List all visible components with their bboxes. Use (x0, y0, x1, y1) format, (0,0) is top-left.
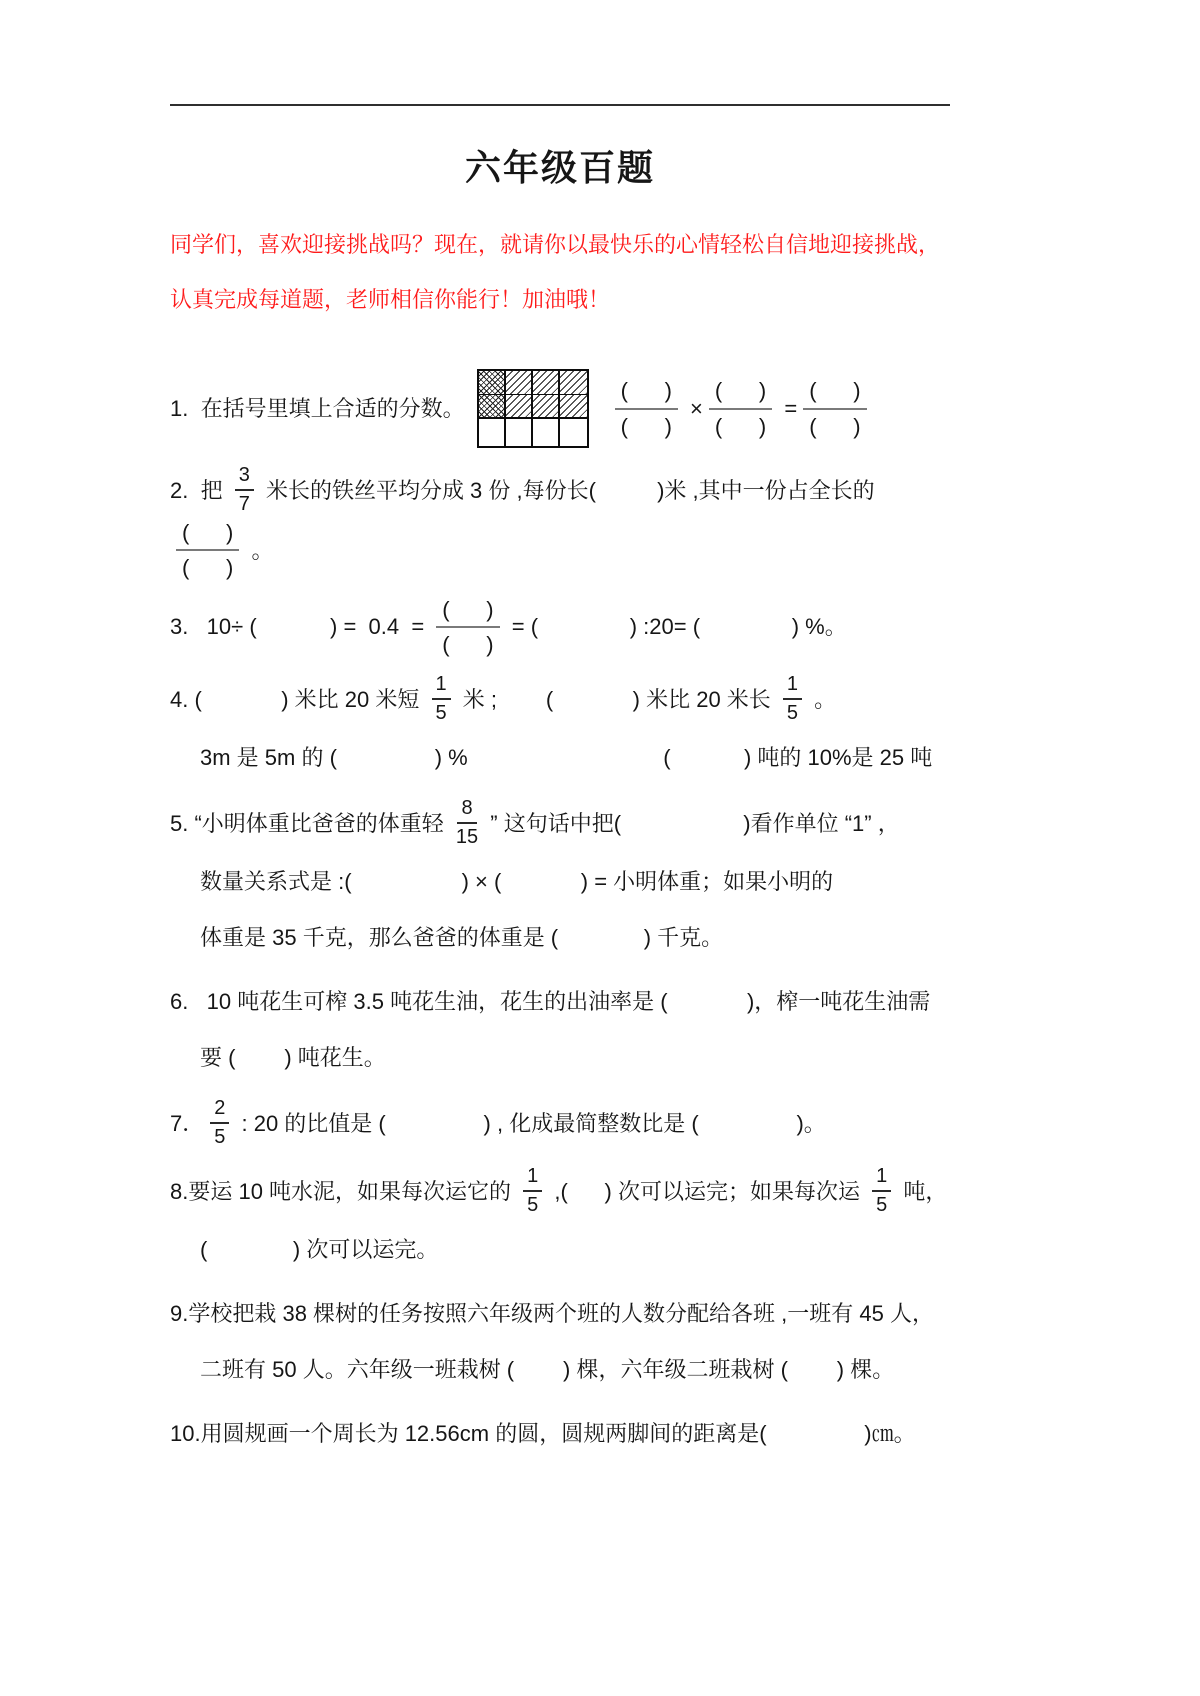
header-rule (170, 104, 950, 106)
fraction (872, 1165, 891, 1217)
question-text: 7． (170, 1110, 205, 1136)
question-line (170, 1407, 950, 1459)
fraction-numerator: 1 (872, 1165, 891, 1192)
question-line (170, 911, 950, 963)
question-text: 数量关系式是 :( ) × ( ) = 小明体重；如果小明的 (200, 868, 834, 894)
question-8 (170, 1163, 950, 1275)
fraction-blank (176, 520, 239, 581)
grid-cell-diag (560, 395, 587, 419)
question-line (170, 1031, 950, 1083)
fraction-denominator: ( ) (620, 413, 672, 439)
question-6 (170, 975, 950, 1083)
grid-cell-plain (506, 419, 533, 446)
question-text: 10.用圆规画一个周长为 12.56cm 的圆，圆规两脚间的距离是( )㎝。 (170, 1420, 916, 1446)
grid-cell-plain (479, 419, 506, 446)
fraction (235, 464, 254, 516)
question-3 (170, 595, 950, 660)
grid-cell-diag (506, 371, 533, 395)
question-text: : 20 的比值是 ( ) , 化成最简整数比是 ( )。 (235, 1110, 826, 1136)
question-10 (170, 1407, 950, 1459)
question-line (170, 367, 950, 450)
fraction-numerator: ( ) (709, 378, 772, 409)
fraction-blank (803, 378, 866, 439)
question-text: 米 ; ( ) 米比 20 米长 (456, 686, 777, 712)
question-text: ( ) 次可以运完。 (200, 1236, 439, 1262)
fraction-blank (709, 378, 772, 439)
question-line (170, 795, 950, 851)
question-4 (170, 671, 950, 783)
question-text: 6. 10 吨花生可榨 3.5 吨花生油，花生的出油率是 ( )，榨一吨花生油需 (170, 988, 931, 1014)
fraction-numerator: 1 (432, 673, 451, 700)
grid-cell-plain (533, 419, 560, 446)
question-text: = (778, 396, 798, 421)
question-text: 米长的铁丝平均分成 3 份 ,每份长( )米 ,其中一份占全长的 (259, 477, 881, 503)
question-text: 5. “小明体重比爸爸的体重轻 (170, 810, 450, 836)
fraction-numerator: ( ) (436, 597, 499, 628)
question-text: 二班有 50 人。六年级一班栽树 ( ) 棵，六年级二班栽树 ( ) 棵。 (200, 1356, 895, 1382)
question-text: ,( ) 次可以运完；如果每次运 (548, 1178, 867, 1204)
fraction (432, 673, 451, 725)
question-line (170, 671, 950, 727)
fraction-denominator: 5 (435, 702, 447, 725)
question-text: 3m 是 5m 的 ( ) % ( ) 吨的 10%是 25 吨 (200, 744, 933, 770)
question-line (170, 731, 950, 783)
fraction-denominator: 5 (214, 1126, 226, 1149)
question-text: 4. ( ) 米比 20 米短 (170, 686, 426, 712)
fraction-denominator: ( ) (809, 413, 861, 439)
question-text: 1. 在括号里填上合适的分数。 (170, 396, 465, 421)
fraction-numerator: ( ) (803, 378, 866, 409)
question-text: 体重是 35 千克，那么爸爸的体重是 ( ) 千克。 (200, 924, 724, 950)
fraction (210, 1097, 229, 1149)
question-text: 3. 10÷ ( ) = 0.4 = (170, 614, 431, 640)
grid-cell-diag (533, 371, 560, 395)
fraction-denominator: 7 (238, 493, 250, 515)
grid-cell-cross (479, 371, 506, 395)
question-line (170, 1095, 950, 1151)
question-line (170, 1223, 950, 1275)
question-text: 2. 把 (170, 477, 229, 503)
fraction-denominator: ( ) (182, 555, 234, 581)
fraction-denominator: ( ) (714, 413, 767, 439)
fraction-numerator: 1 (783, 673, 802, 700)
question-2 (170, 462, 950, 583)
question-line (170, 975, 950, 1027)
question-text: 9.学校把栽 38 棵树的任务按照六年级两个班的人数分配给各班 ,一班有 45 人， (170, 1300, 934, 1326)
question-line (170, 1343, 950, 1395)
grid-cell-diag (560, 371, 587, 395)
question-text: 要 ( ) 吨花生。 (200, 1044, 386, 1070)
questions-list (170, 367, 950, 1459)
intro-text: 同学们，喜欢迎接挑战吗？现在，就请你以最快乐的心情轻松自信地迎接挑战，认真完成每道题，老师相信你能行！加油哦！ (170, 232, 941, 312)
question-text: ” 这句话中把( )看作单位 “1” ， (484, 810, 900, 836)
grid-cell-diag (533, 395, 560, 419)
question-line (170, 595, 950, 660)
fraction-denominator: 5 (786, 702, 799, 725)
question-line (170, 855, 950, 907)
fraction-denominator: 5 (876, 1194, 888, 1217)
question-text: 吨， (897, 1178, 948, 1204)
fraction-numerator: ( ) (176, 520, 239, 551)
fraction-numerator: ( ) (615, 378, 678, 409)
fraction (783, 673, 802, 725)
fraction-blank (436, 597, 499, 658)
question-line (170, 1163, 950, 1219)
grid-cell-diag (506, 395, 533, 419)
question-text: 。 (245, 537, 274, 563)
fraction-denominator: ( ) (442, 631, 494, 657)
grid-cell-plain (560, 419, 587, 446)
question-7 (170, 1095, 950, 1151)
grid-cell-cross (479, 395, 506, 419)
fraction (456, 797, 478, 849)
question-text: = ( ) :20= ( ) %。 (505, 614, 847, 640)
question-line (170, 462, 950, 583)
fraction-denominator: 15 (455, 826, 479, 849)
fraction-denominator: 5 (527, 1194, 539, 1217)
question-5 (170, 795, 950, 963)
fraction-numerator: 3 (235, 464, 254, 491)
question-1 (170, 367, 950, 450)
page-title: 六年级百题 (464, 147, 655, 188)
question-9 (170, 1287, 950, 1395)
fraction-numerator: 1 (523, 1165, 542, 1192)
question-text: 。 (808, 686, 837, 712)
question-text: 8.要运 10 吨水泥，如果每次运它的 (170, 1178, 518, 1204)
question-line (170, 1287, 950, 1339)
fraction-numerator: 8 (457, 797, 476, 824)
fraction-blank (615, 378, 678, 439)
shaded-grid-figure (477, 369, 589, 448)
fraction (523, 1165, 542, 1217)
fraction-numerator: 2 (210, 1097, 229, 1124)
question-text: × (683, 396, 703, 421)
